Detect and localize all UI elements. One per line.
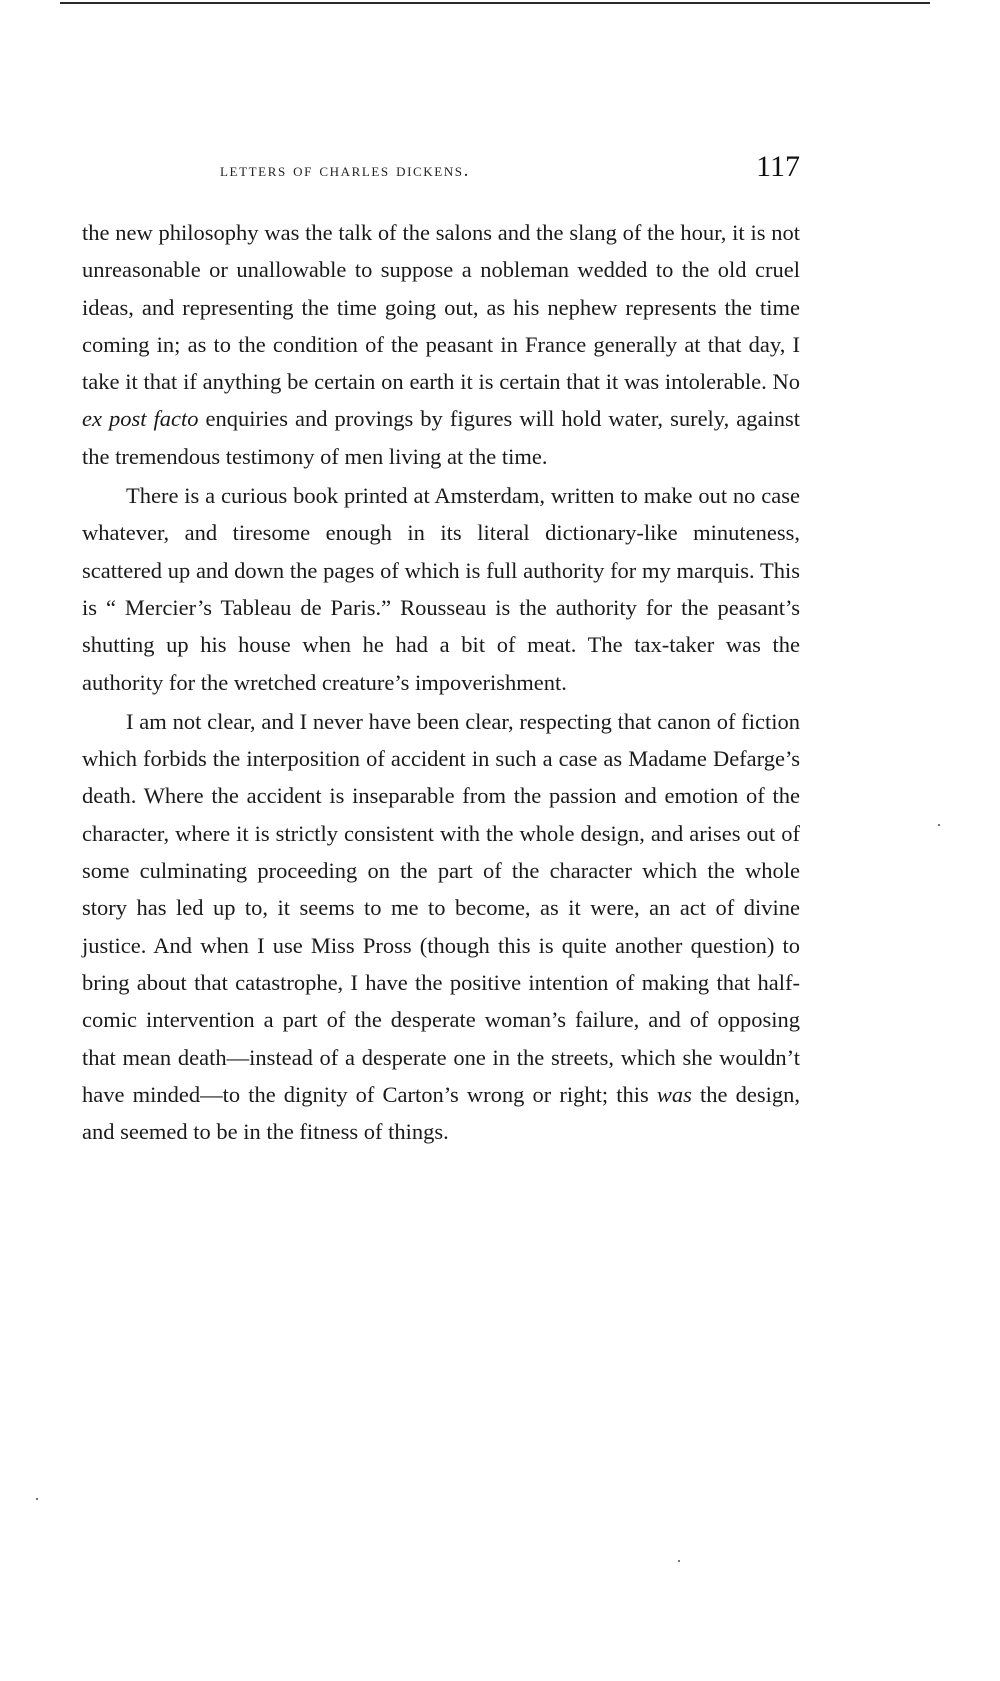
paragraph-3-text-b: the design, and seemed to be in the fitness of things. bbox=[82, 1081, 801, 1145]
top-edge-rule bbox=[60, 2, 930, 4]
paragraph-1-text-a: the new philosophy was the talk of the salons and the slang of the hour, it is not unreasonable or unallowable to suppose a nobleman wedded to the old cruel ideas, and representing the time going out, as his nephew represents the time coming in; as to the condition of the peasant in France generally at that day, I take it that if anything be certain on earth it is certain that it was intolerable. No bbox=[82, 220, 800, 395]
paragraph-2 bbox=[82, 477, 800, 701]
paragraph-1-text-b: enquiries and provings by figures will hold water, surely, against the tremendous testimony of men living at the time. bbox=[82, 406, 800, 469]
paper-speck bbox=[36, 1498, 38, 1500]
body-text bbox=[82, 214, 800, 1152]
paper-speck bbox=[678, 1560, 680, 1562]
paragraph-3-text-a: I am not clear, and I never have been clear, respecting that canon of fiction which forbids the interposition of accident in such a case as Madame Defarge’s death. Where the accident is inseparable from the passion and emotion of the character, where it is strictly consistent with the whole design, and arises out of some culminating proceeding on the part of the character which the whole story has led up to, it seems to me to become, as it were, an act of divine justice. And when I use Miss Pross (though this is quite another question) to bring about that catastrophe, I have the positive intention of making that half-comic intervention a part of the desperate woman’s failure, and of opposing that mean death—instead of a desperate one in the streets, which she wouldn’t have minded—to the dignity of Carton’s wrong or right; this bbox=[82, 708, 800, 1107]
page-header bbox=[82, 150, 800, 190]
page-number: 117 bbox=[756, 150, 800, 183]
paragraph-1 bbox=[82, 214, 800, 475]
running-head: letters of charles dickens. bbox=[220, 160, 470, 181]
paragraph-1-italic-phrase: ex post facto bbox=[82, 406, 199, 432]
paragraph-3 bbox=[82, 703, 800, 1151]
paper-speck bbox=[938, 824, 940, 826]
paragraph-2-text: There is a curious book printed at Amsterdam, written to make out no case whatever, and tiresome enough in its literal dictionary-like minuteness, scattered up and down the pages of which is full authority for my marquis. This is “ Mercier’s Tableau de Paris.” Rousseau is the authority for the peasant’s shutting up his house when he had a bit of meat. The tax-taker was the authority for the wretched creature’s impoverishment. bbox=[82, 483, 800, 695]
paragraph-3-italic-word: was bbox=[656, 1081, 692, 1107]
